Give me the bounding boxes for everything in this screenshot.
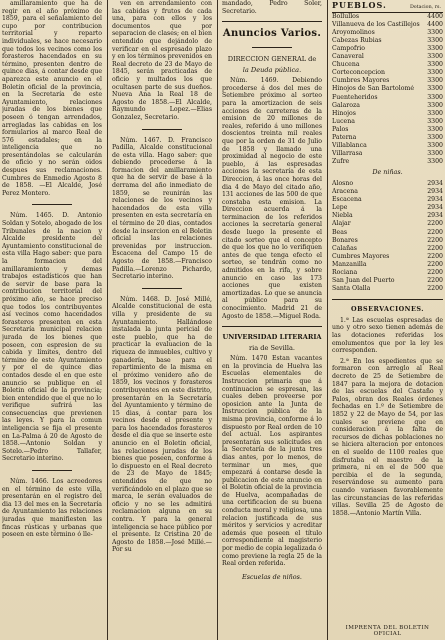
- notice-paragraph: Núm. 1468. D. José Millé, Alcalde constitucional de esta villa y presidente de su Ayuntamiento. Hallándose instalada la junta pericial de este pueblo, que ha de practicar la evaluacion de la riqueza de inmuebles, cultivo y ganadería, base para el repartimiento de la misma en el próximo venidero año de 1859, los vecinos y forasteros contribuyentes en este distrito, presentarán en la Secretaría del Ayuntamiento y término de 15 dias, á contar para los vecinos desde el presente y para los hacendados forasteros desde el dia que se inserte este anuncio en el Boletin oficial, las relaciones juradas de los bienes que poseen, conforme á lo dispuesto en el Real decreto de 23 de Mayo de 1845; entendidos de que no verificándolo en el plazo que se marca, le serán evaluados de oficio y no se les admitirá reclamacion alguna en su contra. Y para la general inteligencia se hace público por el presente. Iz Cristina 20 de Agosto de 1858.—José Millé.—Por su: [112, 295, 212, 554]
- separator: [142, 129, 182, 130]
- table-row: Manzanilla 2200: [332, 260, 443, 268]
- ninas-list: [332, 180, 443, 293]
- section-heading: DIRECCION GENERAL de: [227, 55, 317, 64]
- footer-area: [332, 617, 443, 637]
- table-row: Alosno 2934: [332, 179, 443, 187]
- separator: [32, 204, 72, 205]
- pueblos-list: [332, 13, 443, 167]
- table-row: Alajar 2200: [332, 220, 443, 228]
- notice-paragraph: Núm. 1466. Los acreedores en el término de este villa, presentarán en el registro del dia 13 del mes en la Secretaría de Ayuntamiento las relaciones juradas que manifiesten las fincas rústicas y urbanas que poseen en este término ó lle-: [2, 478, 102, 539]
- column-rule: [217, 0, 218, 640]
- section-title: Anuncios Varios.: [222, 28, 322, 40]
- section-heading: UNIVERSIDAD LITERARIA: [222, 333, 322, 342]
- table-row: Villablanca 3300: [332, 142, 443, 150]
- separator: [142, 288, 182, 289]
- table-row: Calañas 2200: [332, 244, 443, 252]
- table-row: Niebla 2934: [332, 212, 443, 220]
- table-row: Cabezas Rubias 3300: [332, 36, 443, 44]
- table-row: Lepe 2934: [332, 204, 443, 212]
- table-row: Cumbres Mayores 3300: [332, 77, 443, 85]
- table-row: Palos 3300: [332, 125, 443, 133]
- observation-paragraph: 1.ª Las escuelas espresadas de uno y otro sexo tienen además de las dotaciones referidas los emolumentos que por la ley les corresponden.: [332, 316, 443, 355]
- notice-paragraph: Núm. 1470 Estan vacantes en la provincia de Huelva las Escuelas elementales de Instruccion primaria que á continuacion se espresan, las cuales deben proveerse por oposicion ante la Junta de Instruccion pública de la misma provincia, conforme á lo dispuesto por Real orden de 10 del actual. Los aspirantes presentarán sus solicitudes en la Secretaría de la junta tres dias antes, por lo menos, de terminar un mes, que empezará á contarse desde la publicacion de este anuncio en el Boletin oficial de la provincia de Huelva, acompañadas de una certificacion de su buena conducta moral y religiosa, una relacion justificada de sus méritos y servicios y acreditar además que poseen el título correspondiente al magisterio por medio de copia legalizada ó como previene la regla 25 de la Real orden referida.: [222, 355, 322, 568]
- section-subheading: ria de Sevilla.: [248, 344, 295, 353]
- table-row: Canaveral 3300: [332, 53, 443, 61]
- table-row: Escacena 2934: [332, 196, 443, 204]
- notice-paragraph: Núm. 1465. D. Antonio Soldan y Sotelo, abogado de los Tribunales de la nacion y Alcalde presidente del Ayuntamiento constitucional de esta villa Hago saber: que para la formacion del amillaramiento y demas trabajos estadísticos que han de servir de base para la contribucion territorial del próximo año, se hace preciso que todos los contribuyentes así vecinos como hacendados forasteros presenten en esta Secretaría municipal relacion jurada de los bienes que poseen, con espresion de su cabida y límites, dentro del término de este Ayuntamiento y por el de quince dias contados desde el en que este anuncio se publique en el Boletin oficial de la provincia; bien entendido que el que no lo verifique sufrirá las consecuencias que previenen las leyes. Y para la comun inteligencia se fija el presente en La-Palma á 20 de Agosto de 1858.—Antonio Soldan y Sotelo.—Pedro Tallafer, Secretario interino.: [2, 212, 102, 463]
- table-header: [332, 0, 443, 13]
- table-row: Cumbres Mayores 2200: [332, 252, 443, 260]
- table-row: Lucena 3300: [332, 117, 443, 125]
- table-row: Hinojos de San Bartolomé 3300: [332, 85, 443, 93]
- table-row: Villarrasa 3300: [332, 150, 443, 158]
- observations-title: OBSERVACIONES.: [351, 305, 424, 314]
- table-row: Bonares 2200: [332, 236, 443, 244]
- table-row: Rociana 2200: [332, 269, 443, 276]
- table-row: Zufre 3300: [332, 158, 443, 166]
- table-row: Galaroza 3300: [332, 101, 443, 109]
- table-row: Villanueva de los Castillejos 4400: [332, 20, 443, 28]
- table-row: Aracena 2934: [332, 188, 443, 196]
- table-subtitle: Dotacion, rs.: [409, 4, 441, 10]
- separator: [32, 470, 72, 471]
- table-row: Santa Olalla 2200: [332, 285, 443, 293]
- section-subheading: la Deuda pública.: [242, 66, 302, 75]
- table-row: Corteconcepcion 3300: [332, 69, 443, 77]
- table-subheading: De niñas.: [372, 168, 403, 177]
- separator: [222, 21, 322, 22]
- table-row: San Juan del Puerto 2200: [332, 277, 443, 285]
- column-rule: [107, 0, 108, 640]
- column-rule: [327, 0, 328, 640]
- notice-paragraph: amillaramiento que ha de regir en el año próximo de 1859, para el señalamiento del cupo por contribucion territorial y reparto individuales, se hace necesario que todos los vecinos como los forasteros hacendados en su término, presenten dentro de quince dias, á contar desde que aparezca este anuncio en el Boletin oficial de la provincia, en la Secretaría de este Ayuntamiento, relaciones juradas de los bienes que poseen ó tengan arrendados, arregladas las cabidas en los formularios al marco Real de 576 estadales; en la inteligencia que no presentándolas se calcularán de oficio y no serán oidos despues sus reclamaciones. Cumbres de Enmedio Agosto 8 de 1858. —El Alcalde, José Perez Montero.: [2, 0, 102, 197]
- table-row: Campofrio 3300: [332, 44, 443, 52]
- table-row: Aroyomolinos 3300: [332, 28, 443, 36]
- notice-paragraph: Núm. 1469. Debiendo procederse á dos del mes de Setiembre próximo al sorteo para la amortizacion de seis acciones de carreteras de la emision de 20 millones de reales, referido á uno millones doscientos treinta mil reales que por la orden de 31 de Julio de 1858 y llamado una proximidad al negocio de este pueblo, á las espresadas acciones la secretaría de esta Direccion, á las once horas del dia 4 de Mayo del citado año, 131 acciones de las 500 de que constaba esta emision. La Direccion acuerda á la terminacion de los referidos acciones la secretaría general desde luego la presente el citado sorteo que el concepto de que los que no lo verifiquen antes de que tenga efecto el sorteo, se tendrán como no admitidos en la rifa, y sobre anuncio en caso las 173 acciones que existen amortizadas. Lo que se anuncia al público para su conocimiento. Madrid 21 de Agosto de 1858.—Miguel Roda.: [222, 77, 322, 320]
- notice-paragraph: Núm. 1467. D. Francisco Padilla, Alcalde constitucional de esta villa. Hago saber: que debiendo procederse á la formacion del amillaramiento que ha de servir de base á la derrama del año inmediato de 1859, se reunirán las relaciones de los vecinos y hacendados de esta villa presenten en esta secretaría en el término de 20 dias, contados desde la insercion en el Boletin oficial las relaciones prevenidas por instruccion. Escacena del Campo 15 de Agosto de 1858.—Francisco Padilla.—Lorenzo Pichardo, Secretario interino.: [112, 136, 212, 281]
- table-row: Beas 2200: [332, 228, 443, 236]
- table-row: Hinojos 3300: [332, 109, 443, 117]
- notice-paragraph: mandado, Pedro Soler, Secretario.: [222, 0, 322, 15]
- table-caption: Escuelas de niños.: [242, 572, 302, 581]
- separator: [252, 47, 292, 48]
- separator: [222, 326, 322, 327]
- notice-paragraph: ven en arrendamiento con las cabidas y frutos de cada una, para con ellos y los documentos que por separacion de clases; en el bien entendido que dejándolo de verificar en el espresado plazo y en los términos prevenidos en Real decreto de 23 de Mayo de 1845, serán practicadas de oficio y multados los que ocultasen parte de sus dueños. Nueva Ana la Real 18 de Agosto de 1858.—El Alcalde, Raymundo Lopez.—Elias Gonzalez, Secretario.: [112, 0, 212, 121]
- observation-paragraph: 2.ª En los espedientes que se formaron con arreglo al Real decreto de 25 de Setiembre de 1847 para la mejora de dotacion de las escuelas del Castaño y Palos, obran dos Reales órdenes fechadas en 1.º de Setiembre de 1852 y 22 de Mayo de 54, por las cuales se previene que en consideracion á la falta de recursos de dichas poblaciones no se hiciera alteracion por entonces en el sueldo de 1100 reales que disfrutaba el maestro de la primera, ni en el de 500 que percibia el de la segunda, reservándose su aumento para cuando variasen favorablemente las circunstancias de las referidas villas. Sevilla 25 de Agosto de 1858.—Antonio Martín Villa.: [332, 357, 443, 517]
- column-4: [332, 0, 443, 640]
- column-2: [112, 0, 212, 640]
- separator: [332, 299, 443, 300]
- column-1: [2, 0, 102, 640]
- table-row: Chucena 3300: [332, 61, 443, 69]
- imprint-line: IMPRENTA DEL BOLETIN OFICIAL: [345, 625, 430, 637]
- table-row: Fuenteheridos 3300: [332, 93, 443, 101]
- table-row: Bollullos 4400: [332, 12, 443, 20]
- table-row: Paterna 3300: [332, 134, 443, 141]
- table-title: PUEBLOS.: [332, 0, 387, 10]
- column-3: [222, 0, 322, 640]
